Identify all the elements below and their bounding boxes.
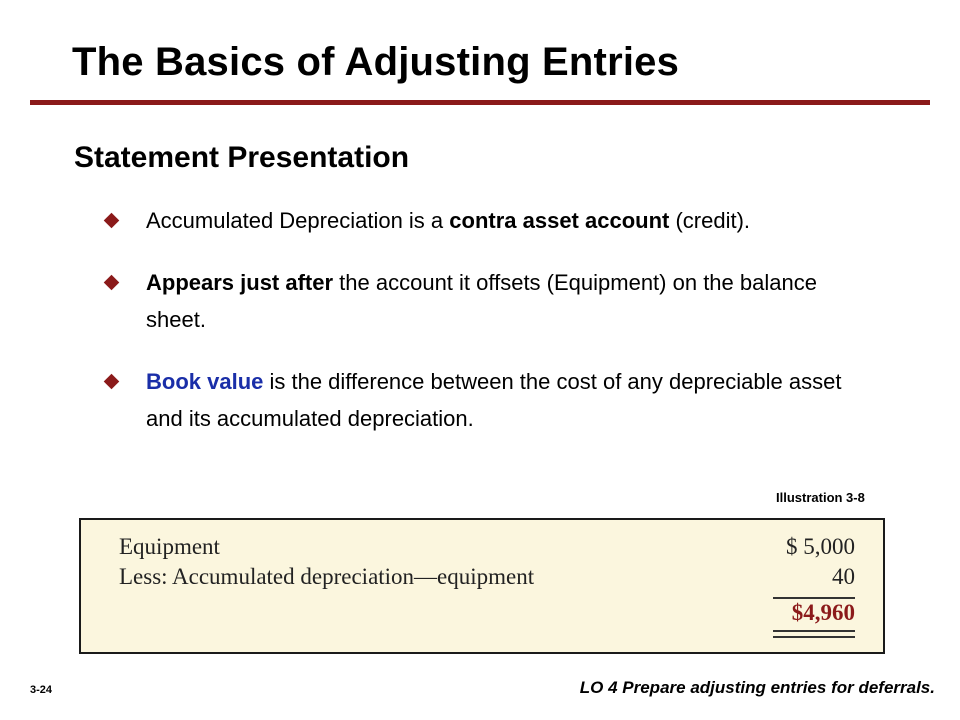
bullet-item bbox=[102, 264, 862, 338]
bullet-item bbox=[102, 202, 862, 239]
diamond-bullet-icon bbox=[104, 213, 120, 229]
title-divider bbox=[30, 100, 930, 105]
diamond-bullet-icon bbox=[104, 275, 120, 291]
subtotal-rule bbox=[773, 597, 855, 599]
double-underline bbox=[773, 630, 855, 638]
bullet-item bbox=[102, 363, 862, 437]
bullet-text-part: (credit). bbox=[669, 208, 751, 233]
slide-title: The Basics of Adjusting Entries bbox=[72, 40, 680, 84]
bullet-text-bold: contra asset account bbox=[449, 208, 670, 233]
diamond-bullet-icon bbox=[104, 374, 120, 390]
bullet-list bbox=[102, 202, 862, 462]
bullet-text-part: Accumulated Depreciation is a bbox=[146, 208, 450, 233]
learning-objective: LO 4 Prepare adjusting entries for deferrals. bbox=[579, 678, 935, 697]
illustration-label: Illustration 3-8 bbox=[776, 490, 865, 505]
equipment-amount: $ 5,000 bbox=[786, 534, 855, 559]
bullet-text-part: is the difference between the cost of any depreciable asset and its accumulated depreciation. bbox=[146, 369, 842, 431]
bullet-text-bold: Appears just after bbox=[146, 270, 334, 295]
accumulated-depreciation-label: Less: Accumulated depreciation—equipment bbox=[119, 564, 535, 589]
bullet-text-highlight: Book value bbox=[146, 369, 264, 394]
equipment-label: Equipment bbox=[119, 534, 220, 559]
book-value-total: $4,960 bbox=[791, 600, 855, 625]
slide-number: 3-24 bbox=[30, 684, 53, 696]
accumulated-depreciation-amount: 40 bbox=[832, 564, 855, 589]
section-heading: Statement Presentation bbox=[74, 141, 410, 174]
bullet-text-part: the account it offsets (Equipment) on the balance sheet. bbox=[146, 270, 817, 332]
illustration-box bbox=[79, 518, 885, 654]
